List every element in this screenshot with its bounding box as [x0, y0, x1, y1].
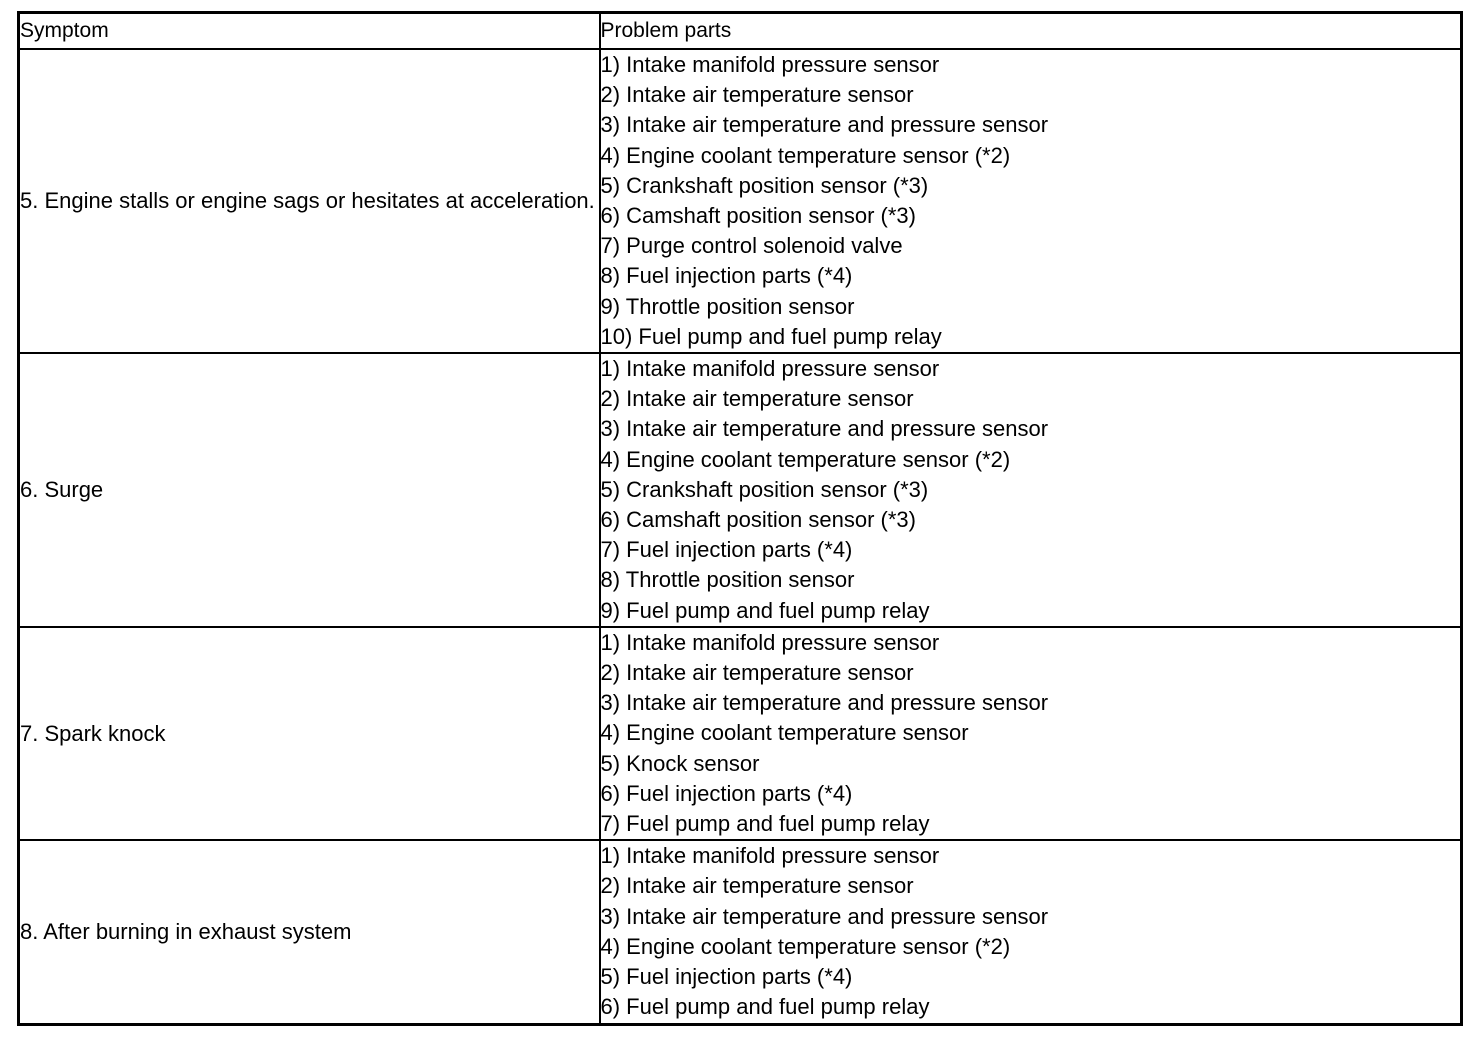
list-item: 6) Camshaft position sensor (*3)	[600, 203, 916, 229]
problem-parts-list	[601, 841, 1461, 1022]
table-row	[19, 49, 1462, 353]
problem-parts-list	[601, 50, 1461, 352]
symptom-column-header: Symptom	[19, 13, 600, 50]
problem-parts-cell	[600, 353, 1462, 627]
list-item: 2) Intake air temperature sensor	[600, 82, 914, 108]
list-item: 6) Camshaft position sensor (*3)	[600, 507, 916, 533]
list-item: 1) Intake manifold pressure sensor	[600, 843, 940, 869]
list-item: 10) Fuel pump and fuel pump relay	[600, 323, 942, 349]
symptom-table	[17, 11, 1463, 1026]
list-item: 4) Engine coolant temperature sensor	[600, 720, 969, 746]
symptom-cell: 8. After burning in exhaust system	[19, 840, 600, 1024]
list-item: 5) Crankshaft position sensor (*3)	[600, 476, 929, 502]
list-item: 4) Engine coolant temperature sensor (*2)	[600, 933, 1011, 959]
list-item: 5) Knock sensor	[600, 750, 760, 776]
list-item: 2) Intake air temperature sensor	[600, 660, 914, 686]
list-item: 5) Fuel injection parts (*4)	[600, 964, 853, 990]
problem-parts-column-header: Problem parts	[600, 13, 1462, 50]
problem-parts-list	[601, 628, 1461, 839]
list-item: 7) Fuel pump and fuel pump relay	[600, 811, 930, 837]
header-row	[19, 13, 1462, 50]
list-item: 4) Engine coolant temperature sensor (*2)	[600, 142, 1011, 168]
symptom-cell: 5. Engine stalls or engine sags or hesitates at acceleration.	[19, 49, 600, 353]
symptom-cell: 6. Surge	[19, 353, 600, 627]
list-item: 4) Engine coolant temperature sensor (*2)	[600, 446, 1011, 472]
problem-parts-cell	[600, 627, 1462, 840]
list-item: 3) Intake air temperature and pressure sensor	[600, 903, 1049, 929]
problem-parts-cell	[600, 49, 1462, 353]
list-item: 9) Throttle position sensor	[600, 293, 855, 319]
table-row	[19, 627, 1462, 840]
list-item: 6) Fuel injection parts (*4)	[600, 780, 853, 806]
list-item: 3) Intake air temperature and pressure sensor	[600, 690, 1049, 716]
list-item: 2) Intake air temperature sensor	[600, 386, 914, 412]
list-item: 3) Intake air temperature and pressure sensor	[600, 112, 1049, 138]
list-item: 1) Intake manifold pressure sensor	[600, 356, 940, 382]
symptom-cell: 7. Spark knock	[19, 627, 600, 840]
list-item: 9) Fuel pump and fuel pump relay	[600, 597, 930, 623]
list-item: 2) Intake air temperature sensor	[600, 873, 914, 899]
list-item: 1) Intake manifold pressure sensor	[600, 629, 940, 655]
list-item: 7) Fuel injection parts (*4)	[600, 537, 853, 563]
list-item: 3) Intake air temperature and pressure sensor	[600, 416, 1049, 442]
list-item: 1) Intake manifold pressure sensor	[600, 52, 940, 77]
list-item: 8) Throttle position sensor	[600, 567, 855, 593]
problem-parts-list	[601, 354, 1461, 626]
table-row	[19, 353, 1462, 627]
list-item: 6) Fuel pump and fuel pump relay	[600, 994, 930, 1020]
table-body	[19, 49, 1462, 1024]
list-item: 7) Purge control solenoid valve	[600, 233, 903, 259]
problem-parts-cell	[600, 840, 1462, 1024]
list-item: 5) Crankshaft position sensor (*3)	[600, 172, 929, 198]
table-row	[19, 840, 1462, 1024]
list-item: 8) Fuel injection parts (*4)	[600, 263, 853, 289]
